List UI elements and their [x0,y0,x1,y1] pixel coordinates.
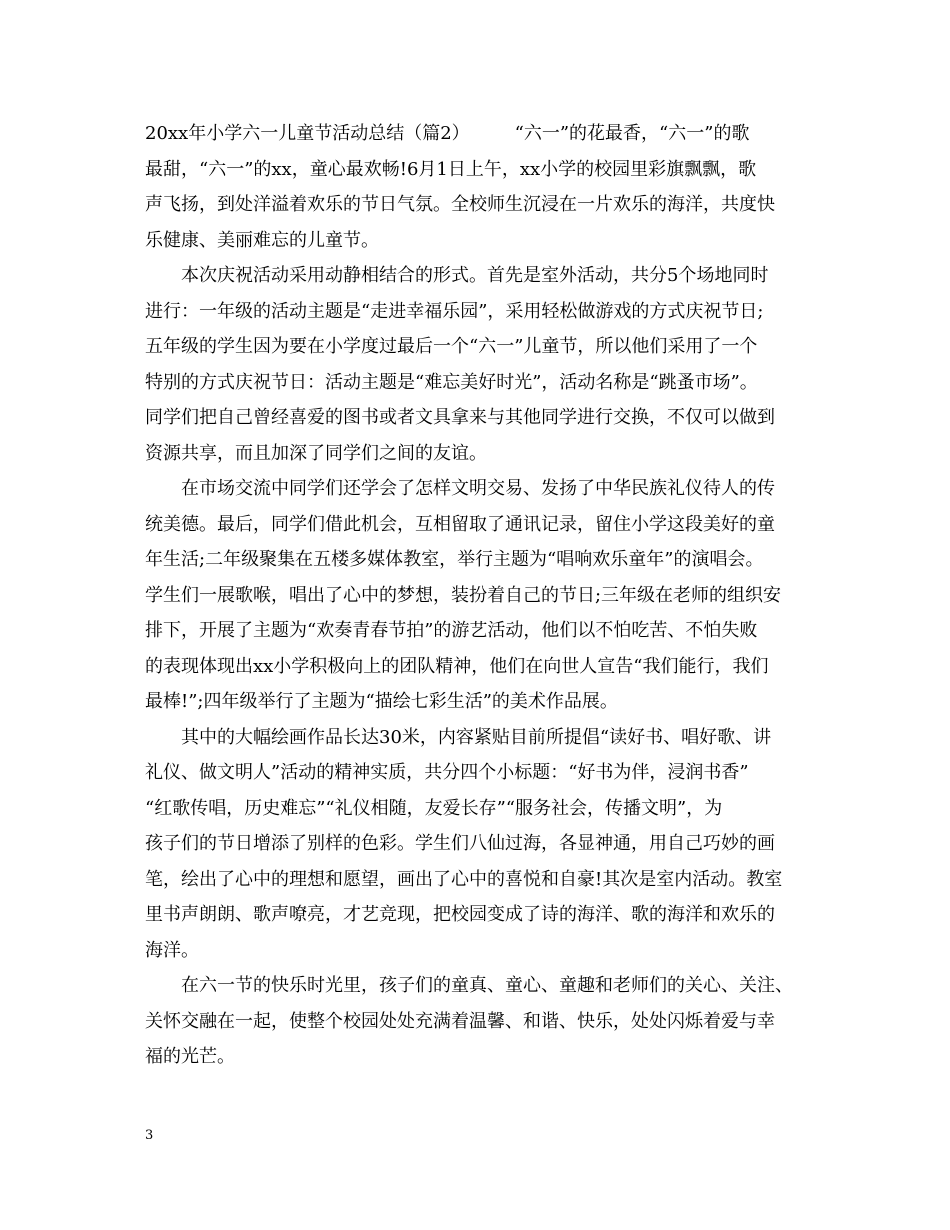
text-line: 在市场交流中同学们还学会了怎样文明交易、发扬了中华民族礼仪待人的传 [145,478,775,499]
text-line: 海洋。 [145,939,199,961]
text-line: 在六一节的快乐时光里，孩子们的童真、童心、童趣和老师们的关心、关注、 [145,975,793,996]
text-line: 20xx年小学六一儿童节活动总结（篇2） “六一”的花最香，“六一”的歌 [145,123,750,144]
text-line: 年生活;二年级聚集在五楼多媒体教室，举行主题为“唱响欢乐童年”的演唱会。 [145,549,764,570]
document-body [145,116,815,1075]
text-line: 关怀交融在一起，使整个校园处处充满着温馨、和谐、快乐，处处闪烁着爱与幸 [145,1010,775,1032]
text-line: 同学们把自己曾经喜爱的图书或者文具拿来与其他同学进行交换，不仅可以做到 [145,407,775,428]
page-number: 3 [145,1128,154,1143]
text-line: 的表现体现出xx小学积极向上的团队精神，他们在向世人宣告“我们能行，我们 [145,655,769,677]
text-line: 特别的方式庆祝节日：活动主题是“难忘美好时光”，活动名称是“跳蚤市场”。 [145,371,758,393]
text-line: 声飞扬，到处洋溢着欢乐的节日气氛。全校师生沉浸在一片欢乐的海洋，共度快 [145,194,775,215]
text-line: 乐健康、美丽难忘的儿童节。 [145,229,379,251]
text-line: 最棒!”;四年级举行了主题为“描绘七彩生活”的美术作品展。 [145,691,618,712]
text-line: 福的光芒。 [145,1046,235,1067]
text-line: 排下，开展了主题为“欢奏青春节拍”的游艺活动，他们以不怕吃苦、不怕失败 [145,620,758,641]
text-line: 资源共享，而且加深了同学们之间的友谊。 [145,442,487,464]
text-line: 其中的大幅绘画作品长达30米，内容紧贴目前所提倡“读好书、唱好歌、讲 [145,726,772,748]
text-line: 进行：一年级的活动主题是“走进幸福乐园”，采用轻松做游戏的方式庆祝节日; [145,300,764,322]
text-line: 孩子们的节日增添了别样的色彩。学生们八仙过海，各显神通，用自己巧妙的画 [145,833,775,854]
text-line: 礼仪、做文明人”活动的精神实质，共分四个小标题：“好书为伴，浸润书香” [145,762,749,783]
text-line: 统美德。最后，同学们借此机会，互相留取了通讯记录，留住小学这段美好的童 [145,513,775,535]
text-line: 本次庆祝活动采用动静相结合的形式。首先是室外活动，共分5个场地同时 [145,265,769,286]
text-line: “红歌传唱，历史难忘”“礼仪相随，友爱长存”“服务社会，传播文明”，为 [145,797,723,819]
text-line: 学生们一展歌喉，唱出了心中的梦想，装扮着自己的节日;三年级在老师的组织安 [145,584,782,606]
text-line: 笔，绘出了心中的理想和愿望，画出了心中的喜悦和自豪!其次是室内活动。教室 [145,868,783,890]
text-line: 里书声朗朗、歌声嘹亮，才艺竞现，把校园变成了诗的海洋、歌的海洋和欢乐的 [145,904,775,925]
text-line: 五年级的学生因为要在小学度过最后一个“六一”儿童节，所以他们采用了一个 [145,336,758,357]
text-line: 最甜，“六一”的xx，童心最欢畅!6月1日上午，xx小学的校园里彩旗飘飘，歌 [145,158,757,180]
